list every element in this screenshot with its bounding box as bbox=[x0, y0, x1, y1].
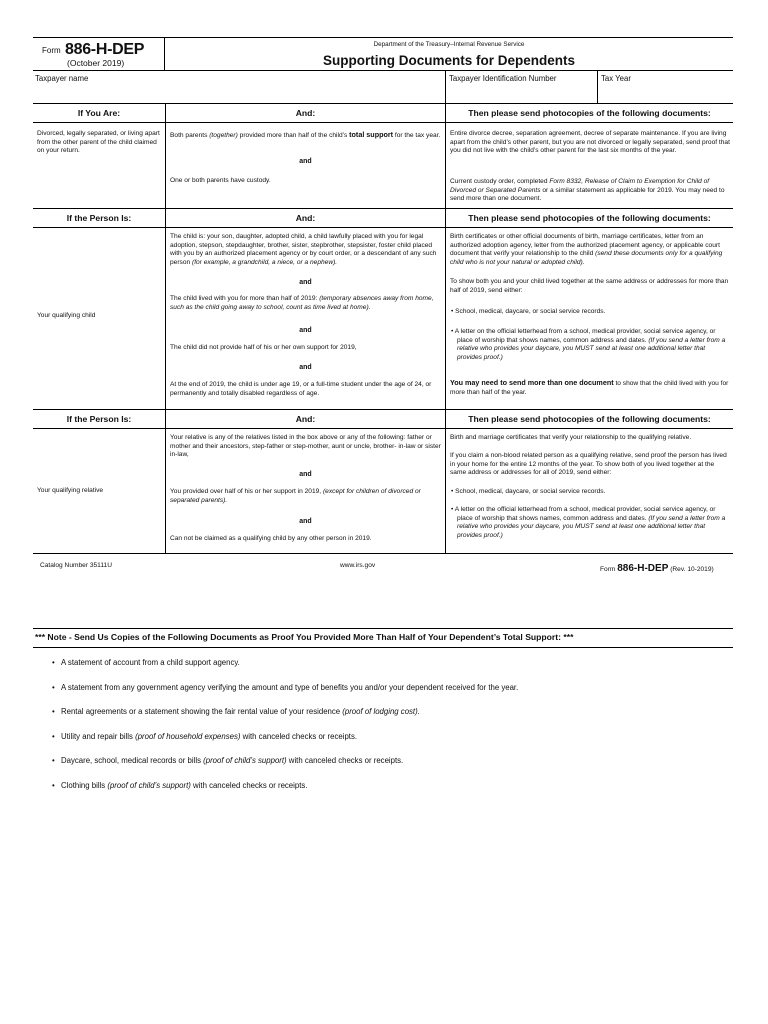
more-docs-text: You may need to send more than one document to show that the child lived with you for more than half of the year. bbox=[450, 378, 729, 396]
section-qualifying-child bbox=[33, 228, 733, 410]
relatives-text: Your relative is any of the relatives listed in the box above or any of the following: father or mother and their ancestors, step-father or step-mother, aunt or uncle, brother- in-law or sister in-law, bbox=[170, 434, 441, 459]
form-date: (October 2019) bbox=[67, 58, 125, 68]
list-item: • A statement from any government agency verifying the amount and type of benefits you and/or your dependent received for the year. bbox=[52, 682, 519, 692]
and-label: and bbox=[299, 471, 312, 478]
and-cell bbox=[165, 429, 445, 553]
documents-cell bbox=[445, 429, 733, 553]
section-header bbox=[33, 209, 733, 228]
support-note: *** Note - Send Us Copies of the Following Documents as Proof You Provided More Than Half of Your Dependent’s Total Support: *** bbox=[33, 628, 733, 648]
header-if-you-are: If You Are: bbox=[77, 108, 121, 118]
page-title: Supporting Documents for Dependents bbox=[322, 53, 575, 68]
support-documents-list bbox=[52, 658, 732, 805]
relationship-text: The child is: your son, daughter, adopted child, a child lawfully placed with you for legal adoption, stepson, stepdaughter, brother, sister, stepbrother, stepsister, foster child placed with you by an authorized placement agency or by court order, or a descendant of any such person (for example, a grandchild, a niece, or a nephew). bbox=[170, 233, 437, 266]
and-cell bbox=[165, 123, 445, 208]
and-label: and bbox=[299, 364, 312, 371]
form-id-box bbox=[33, 38, 165, 71]
section-header bbox=[33, 410, 733, 429]
header-send-documents: Then please send photocopies of the following documents: bbox=[445, 209, 733, 227]
and-label: and bbox=[299, 518, 312, 525]
age-text: At the end of 2019, the child is under age 19, or a full-time student under the age of 24, or permanently and totally disabled regardless of age. bbox=[170, 381, 432, 397]
and-cell bbox=[165, 228, 445, 409]
condition-cell bbox=[33, 228, 165, 409]
form-word: Form bbox=[42, 46, 61, 55]
divorce-docs-text: Entire divorce decree, separation agreement, decree of separate maintenance. If you are living apart from the child’s other parent, but you are not divorced or legally separated, send proof that you did not live with the child’s other parent for the last six months of the year. bbox=[450, 130, 730, 155]
section-divorced bbox=[33, 123, 733, 209]
letter-bullet: • A letter on the official letterhead from a school, medical provider, social service agency, or place of worship that shows names, common address and dates. (If you send a letter from a relative who provides your daycare, you MUST send at least one additional letter that provides proof.) bbox=[451, 328, 726, 361]
documents-cell bbox=[445, 228, 733, 409]
section-header bbox=[33, 104, 733, 123]
header-send-documents: Then please send photocopies of the following documents: bbox=[445, 410, 733, 428]
tax-year-field[interactable]: Tax Year bbox=[597, 71, 733, 103]
taxpayer-name-field[interactable]: Taxpayer name bbox=[35, 74, 89, 83]
header-send-documents: Then please send photocopies of the following documents: bbox=[445, 104, 733, 122]
lived-together-text: To show both you and your child lived together at the same address or addresses for more than half of 2019, send either: bbox=[450, 278, 729, 294]
letter-bullet: • A letter on the official letterhead from a school, medical provider, social service agency, or place of worship that shows names, common address and dates. (If you send a letter from a relative who provides your daycare, you MUST send at least one additional letter that provides proof.) bbox=[451, 506, 726, 539]
documents-cell bbox=[445, 123, 733, 208]
tin-field[interactable]: Taxpayer Identification Number bbox=[445, 71, 597, 103]
condition-cell bbox=[33, 429, 165, 553]
catalog-number: Catalog Number 35111U bbox=[40, 562, 112, 569]
taxpayer-info-row bbox=[33, 71, 733, 104]
list-item: • A statement of account from a child support agency. bbox=[52, 658, 240, 667]
header-and: And: bbox=[165, 410, 445, 428]
support-text: You provided over half of his or her support in 2019, (except for children of divorced or separated parents). bbox=[170, 488, 421, 504]
certificates-text: Birth and marriage certificates that verify your relationship to the qualifying relative. bbox=[450, 434, 692, 441]
irs-url[interactable]: www.irs.gov bbox=[340, 562, 376, 569]
header-if-person-is: If the Person Is: bbox=[66, 213, 132, 223]
non-blood-text: If you claim a non-blood related person as a qualifying relative, send proof the person has lived in your home for the entire 12 months of the year. To show both of you lived together at the same address or addresses for all of 2019, send either: bbox=[450, 452, 727, 477]
list-item: • Utility and repair bills (proof of household expenses) with canceled checks or receipts. bbox=[52, 731, 358, 741]
form-header bbox=[33, 37, 733, 71]
residency-text: The child lived with you for more than half of 2019: (temporary absences away from home, such as the child going away to school, count as time lived at home). bbox=[170, 295, 434, 311]
header-if-person-is: If the Person Is: bbox=[66, 414, 132, 424]
not-claimed-text: Can not be claimed as a qualifying child by any other person in 2019. bbox=[170, 535, 372, 542]
and-label: and bbox=[299, 327, 312, 334]
birth-docs-text: Birth certificates or other official documents of birth, marriage certificates, letter from an authorized adoption agency, letter from the authorized placement agency, or applicable court document that verify your relationship to the child (send these documents only for a qualifying child who is not your natural or adopted child). bbox=[450, 233, 723, 266]
records-bullet: • School, medical, daycare, or social service records. bbox=[451, 488, 606, 495]
custody-text: One or both parents have custody. bbox=[170, 177, 271, 184]
records-bullet: • School, medical, daycare, or social service records. bbox=[451, 308, 606, 315]
list-item: • Daycare, school, medical records or bills (proof of child’s support) with canceled checks or receipts. bbox=[52, 756, 404, 765]
list-item: • Rental agreements or a statement showing the fair rental value of your residence (proof of lodging cost). bbox=[52, 707, 420, 716]
department: Department of the Treasury–Internal Revenue Service bbox=[373, 41, 525, 48]
support-text: The child did not provide half of his or her own support for 2019, bbox=[170, 344, 357, 351]
condition-text: Your qualifying relative bbox=[37, 487, 104, 494]
footer-form-id: Form 886-H-DEP (Rev. 10-2019) bbox=[600, 563, 714, 574]
condition-text: Divorced, legally separated, or living apart from the other parent of the child claimed on your return. bbox=[37, 130, 160, 155]
custody-docs-text: Current custody order, completed Form 8332, Release of Claim to Exemption for Child of Divorced or Separated Parents or a similar statement as applicable for 2019. You may need to send more than one document. bbox=[450, 178, 725, 203]
header-and: And: bbox=[165, 209, 445, 227]
support-text: Both parents (together) provided more than half of the child’s total support for the tax year. bbox=[170, 130, 441, 139]
condition-cell bbox=[33, 123, 165, 208]
list-item: • Clothing bills (proof of child’s support) with canceled checks or receipts. bbox=[52, 780, 308, 790]
section-qualifying-relative bbox=[33, 429, 733, 554]
header-and: And: bbox=[165, 104, 445, 122]
and-label: and bbox=[299, 158, 312, 165]
form-number: 886-H-DEP bbox=[65, 41, 145, 58]
condition-text: Your qualifying child bbox=[37, 312, 96, 319]
requirements-table bbox=[33, 104, 733, 554]
and-label: and bbox=[299, 279, 312, 286]
